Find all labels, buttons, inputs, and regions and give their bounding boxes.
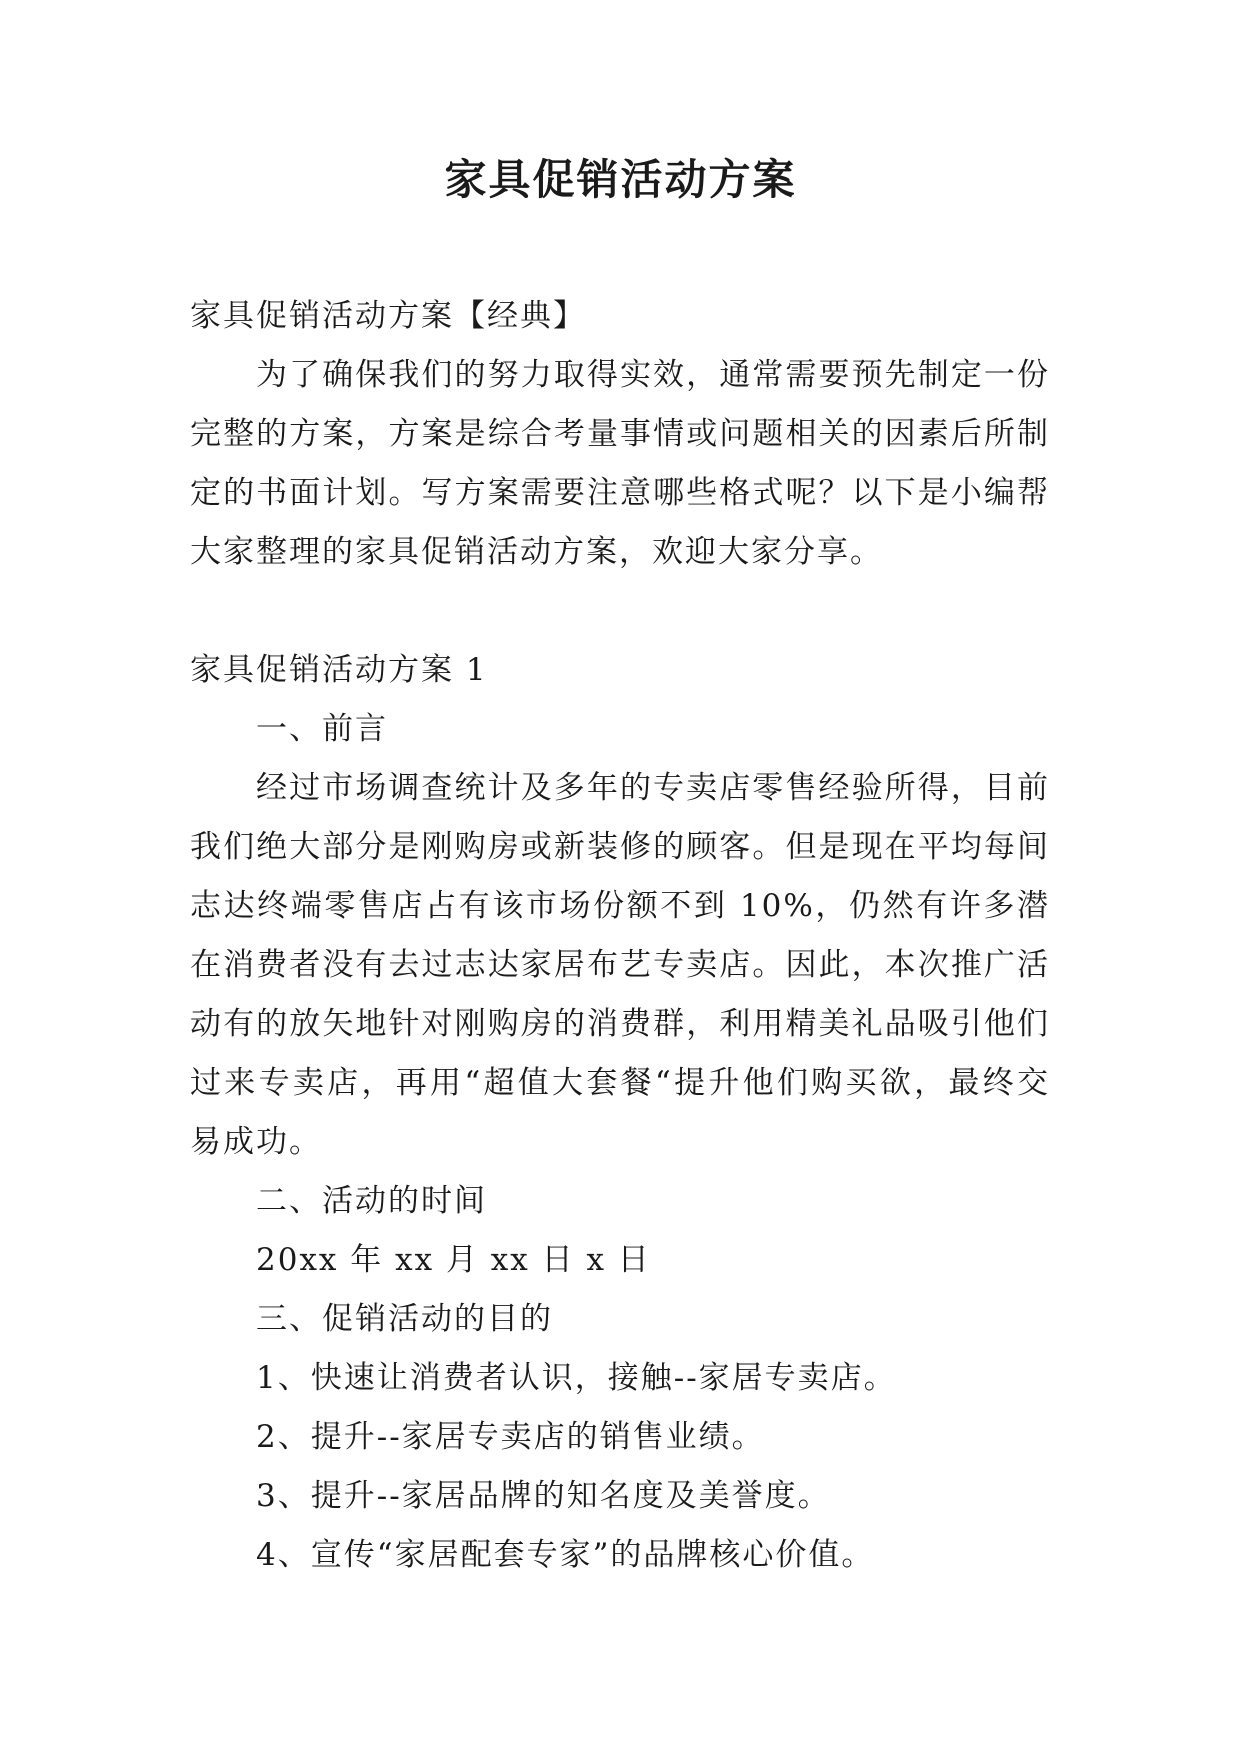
heading-preface: 一、前言	[256, 711, 388, 747]
goal-item: 3、提升--家居品牌的知名度及美誉度。	[256, 1478, 831, 1514]
document-body	[190, 287, 1050, 1585]
goal-item: 1、快速让消费者认识，接触--家居专卖店。	[256, 1360, 897, 1396]
heading-activity-goals: 三、促销活动的目的	[256, 1301, 553, 1337]
heading-activity-time: 二、活动的时间	[256, 1183, 487, 1219]
intro-paragraph: 为了确保我们的努力取得实效，通常需要预先制定一份完整的方案，方案是综合考量事情或问题相关的因素后所制定的书面计划。写方案需要注意哪些格式呢？以下是小编帮大家整理的家具促销活动方案，欢迎大家分享。	[190, 357, 1050, 570]
document-title: 家具促销活动方案	[444, 155, 797, 204]
goal-item: 4、宣传“家居配套专家”的品牌核心价值。	[256, 1537, 875, 1573]
paragraph-gap	[190, 582, 1050, 641]
activity-date: 20xx 年 xx 月 xx 日 x 日	[256, 1242, 651, 1278]
goal-item: 2、提升--家居专卖店的销售业绩。	[256, 1419, 765, 1455]
section-title: 家具促销活动方案 1	[190, 652, 488, 688]
preface-paragraph: 经过市场调查统计及多年的专卖店零售经验所得，目前我们绝大部分是刚购房或新装修的顾客。但是现在平均每间志达终端零售店占有该市场份额不到 10%，仍然有许多潜在消费者没有去过志达家居布艺专卖店。因此，本次推广活动有的放矢地针对刚购房的消费群，利用精美礼品吸引他们过来专卖店，再用“超值大套餐“提升他们购买欲，最终交易成功。	[190, 770, 1050, 1160]
document-subtitle: 家具促销活动方案【经典】	[190, 298, 586, 334]
